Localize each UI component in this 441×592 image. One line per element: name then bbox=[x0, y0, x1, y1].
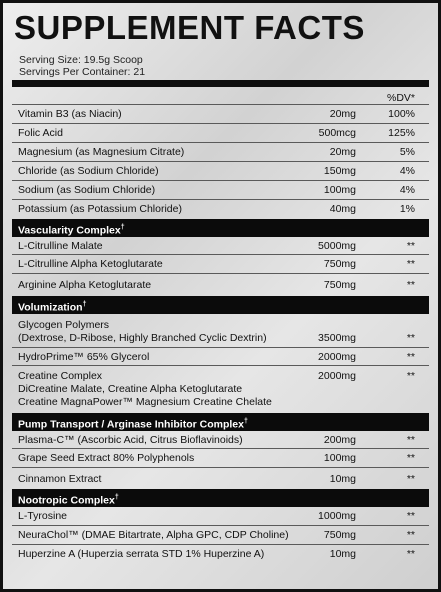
row-name-detail: (Dextrose, D-Ribose, Highly Branched Cyclic Dextrin) bbox=[18, 332, 267, 344]
serving-size: Serving Size: 19.5g Scoop bbox=[19, 54, 143, 66]
table-row bbox=[12, 431, 429, 449]
row-name: Potassium (as Potassium Chloride) bbox=[18, 203, 182, 215]
row-dv: ** bbox=[406, 332, 415, 344]
row-amount: 10mg bbox=[329, 548, 356, 560]
section-header-volumization bbox=[12, 296, 429, 314]
row-dv: 1% bbox=[399, 203, 415, 215]
table-row bbox=[12, 366, 429, 413]
row-name: Folic Acid bbox=[18, 127, 63, 139]
row-amount: 750mg bbox=[323, 279, 356, 291]
page-title: SUPPLEMENT FACTS bbox=[14, 9, 365, 46]
table-row bbox=[12, 200, 429, 219]
table-row bbox=[12, 526, 429, 545]
row-name: Huperzine A (Huperzia serrata STD 1% Huperzine A) bbox=[18, 548, 265, 560]
row-amount: 10mg bbox=[329, 473, 356, 485]
row-dv: ** bbox=[406, 351, 415, 363]
row-name: Plasma-C™ (Ascorbic Acid, Citrus Bioflavinoids) bbox=[18, 434, 243, 446]
row-dv: ** bbox=[406, 452, 415, 464]
row-amount: 500mcg bbox=[318, 127, 356, 139]
section-title: Nootropic Complex bbox=[18, 494, 115, 507]
table-row bbox=[12, 449, 429, 468]
row-name: L-Citrulline Alpha Ketoglutarate bbox=[18, 258, 163, 270]
row-name-detail: DiCreatine Malate, Creatine Alpha Ketoglutarate bbox=[18, 383, 243, 395]
dv-header: %DV* bbox=[386, 92, 415, 104]
section-header-nootropic bbox=[12, 489, 429, 507]
row-amount: 750mg bbox=[323, 258, 356, 270]
dv-header-row bbox=[12, 87, 429, 105]
dagger-mark: † bbox=[82, 301, 87, 308]
row-amount: 20mg bbox=[329, 146, 356, 158]
dagger-mark: † bbox=[114, 494, 119, 501]
row-dv: 125% bbox=[388, 127, 415, 139]
table-row bbox=[12, 124, 429, 143]
row-dv: ** bbox=[406, 434, 415, 446]
table-row bbox=[12, 274, 429, 296]
row-dv: ** bbox=[406, 370, 415, 382]
facts-table bbox=[12, 87, 429, 564]
table-row bbox=[12, 314, 429, 348]
section-header-vascularity bbox=[12, 219, 429, 237]
table-row bbox=[12, 348, 429, 366]
row-name: NeuraChol™ (DMAE Bitartrate, Alpha GPC, CDP Choline) bbox=[18, 529, 289, 541]
row-amount: 1000mg bbox=[318, 510, 356, 522]
row-amount: 2000mg bbox=[318, 370, 356, 382]
row-name: Chloride (as Sodium Chloride) bbox=[18, 165, 159, 177]
row-dv: ** bbox=[406, 473, 415, 485]
section-title: Vascularity Complex bbox=[18, 224, 121, 237]
table-row bbox=[12, 181, 429, 200]
row-name: Creatine Complex bbox=[18, 370, 103, 382]
row-name-detail: Creatine MagnaPower™ Magnesium Creatine Chelate bbox=[18, 396, 272, 408]
table-row bbox=[12, 105, 429, 124]
row-amount: 100mg bbox=[323, 184, 356, 196]
row-amount: 750mg bbox=[323, 529, 356, 541]
row-dv: ** bbox=[406, 240, 415, 252]
row-amount: 3500mg bbox=[318, 332, 356, 344]
row-name: Grape Seed Extract 80% Polyphenols bbox=[18, 452, 195, 464]
section-title: Pump Transport / Arginase Inhibitor Complex bbox=[18, 418, 244, 431]
row-name: Arginine Alpha Ketoglutarate bbox=[18, 279, 152, 291]
row-dv: 4% bbox=[399, 165, 415, 177]
row-name: Magnesium (as Magnesium Citrate) bbox=[18, 146, 185, 158]
table-row bbox=[12, 162, 429, 181]
row-name: Glycogen Polymers bbox=[18, 319, 110, 331]
row-name: Cinnamon Extract bbox=[18, 473, 102, 485]
table-row bbox=[12, 143, 429, 162]
row-dv: ** bbox=[406, 258, 415, 270]
row-name: HydroPrime™ 65% Glycerol bbox=[18, 351, 150, 363]
section-header-pump bbox=[12, 413, 429, 431]
table-row bbox=[12, 237, 429, 255]
row-dv: ** bbox=[406, 510, 415, 522]
row-dv: ** bbox=[406, 529, 415, 541]
row-dv: ** bbox=[406, 548, 415, 560]
dagger-mark: † bbox=[243, 418, 248, 425]
row-dv: 5% bbox=[399, 146, 415, 158]
row-amount: 40mg bbox=[329, 203, 356, 215]
row-dv: ** bbox=[406, 279, 415, 291]
table-row bbox=[12, 545, 429, 564]
row-dv: 4% bbox=[399, 184, 415, 196]
row-amount: 2000mg bbox=[318, 351, 356, 363]
section-title: Volumization bbox=[18, 301, 83, 314]
row-amount: 20mg bbox=[329, 108, 356, 120]
row-dv: 100% bbox=[388, 108, 415, 120]
row-amount: 200mg bbox=[323, 434, 356, 446]
row-amount: 150mg bbox=[323, 165, 356, 177]
dagger-mark: † bbox=[120, 224, 125, 231]
row-name: L-Tyrosine bbox=[18, 510, 68, 522]
row-name: Vitamin B3 (as Niacin) bbox=[18, 108, 122, 120]
table-row bbox=[12, 507, 429, 526]
row-name: Sodium (as Sodium Chloride) bbox=[18, 184, 156, 196]
table-row bbox=[12, 255, 429, 274]
row-name: L-Citrulline Malate bbox=[18, 240, 103, 252]
top-divider bbox=[12, 80, 429, 87]
row-amount: 100mg bbox=[323, 452, 356, 464]
row-amount: 5000mg bbox=[318, 240, 356, 252]
servings-per-container: Servings Per Container: 21 bbox=[19, 66, 146, 78]
table-row bbox=[12, 468, 429, 489]
